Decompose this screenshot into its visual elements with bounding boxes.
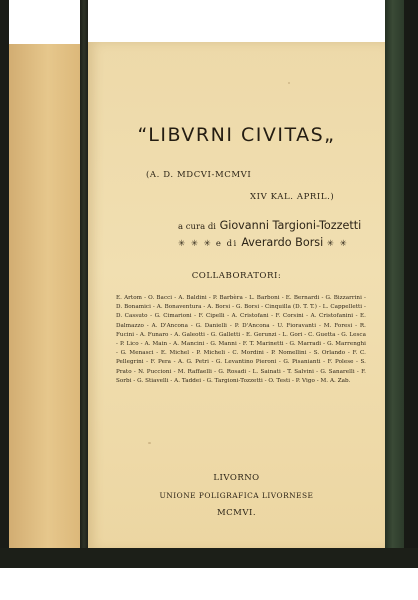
imprint-press: UNIONE POLIGRAFICA LIVORNESE — [159, 491, 314, 500]
book-cover-edge — [385, 0, 404, 568]
left-page — [9, 44, 80, 552]
title-page — [88, 42, 385, 550]
binding-edge-left — [0, 0, 9, 568]
book-board-bottom — [0, 548, 418, 568]
paper-speck — [148, 442, 151, 444]
imprint-city: LIVORNO — [213, 473, 260, 483]
collaborators-list: E. Artom - O. Bacci - A. Baldini - P. Barbèra - L. Barboni - E. Bernardi - G. Bizzarrini - D. Bonamici - A. Bonaventura - A. Borsi - G. Borsi - Cinquilla (D. T. T.) - L. Cappelletti - D. Cassuto - G. Cimarioni - F. Cipelli - A. Cristofani - F. Corsini - A. Cristofanini - E. Dalmazzo - A. D'Ancona - G. Danielli - P. D'Ancona - U. Fioravanti - M. Foresi - R. Fucini - A. Funaro - A. Galeotti - G. Galletti - E. Gerunzi - L. Gori - C. Guetta - G. Lesca - P. Lico - A. Main - A. Mancini - G. Manni - F. T. Marinetti - G. Marradi - G. Marrenghi - G. Menasci - E. Michel - P. Micheli - C. Mordini - P. Nomellini - S. Orlando - F. C. Pellegrini - F. Pera - A. G. Petri - G. Levantino Pieroni - G. Pisanianti - F. Polese - S. Prato - N. Puccioni - M. Raffaelli - G. Rosadi - L. Sainati - T. Salvini - G. Sanarelli - F. Sorbi - G. Stiavelli - A. Taddei - G. Targioni-Tozzetti - O. Testi - P. Vigo - M. A. Zab. — [116, 295, 366, 384]
editor-line-1 — [178, 219, 361, 232]
editor-prefix: a cura di — [178, 222, 216, 232]
binding-edge-right — [404, 0, 418, 568]
ornament-stars-trailing: ✳ ✳ — [326, 239, 349, 249]
ornament-stars: ✳ ✳ ✳ — [178, 239, 213, 249]
editor-second-prefix: e di — [215, 239, 238, 249]
date-line-1: (A. D. MDCVI-MCMVI — [146, 170, 252, 180]
paper-speck — [338, 352, 340, 354]
book-title: “LIBVRNI CIVITAS„ — [137, 124, 336, 146]
imprint-year: MCMVI. — [216, 508, 257, 518]
editor-second-name: Averardo Borsi — [241, 236, 324, 249]
editor-line-2 — [178, 236, 348, 249]
collaborators-heading: COLLABORATORI: — [191, 271, 282, 281]
paper-speck — [288, 82, 290, 84]
book-spine — [80, 0, 88, 568]
editor-first-name: Giovanni Targioni-Tozzetti — [219, 219, 362, 232]
date-line-2: XIV KAL. APRIL.) — [250, 192, 335, 202]
